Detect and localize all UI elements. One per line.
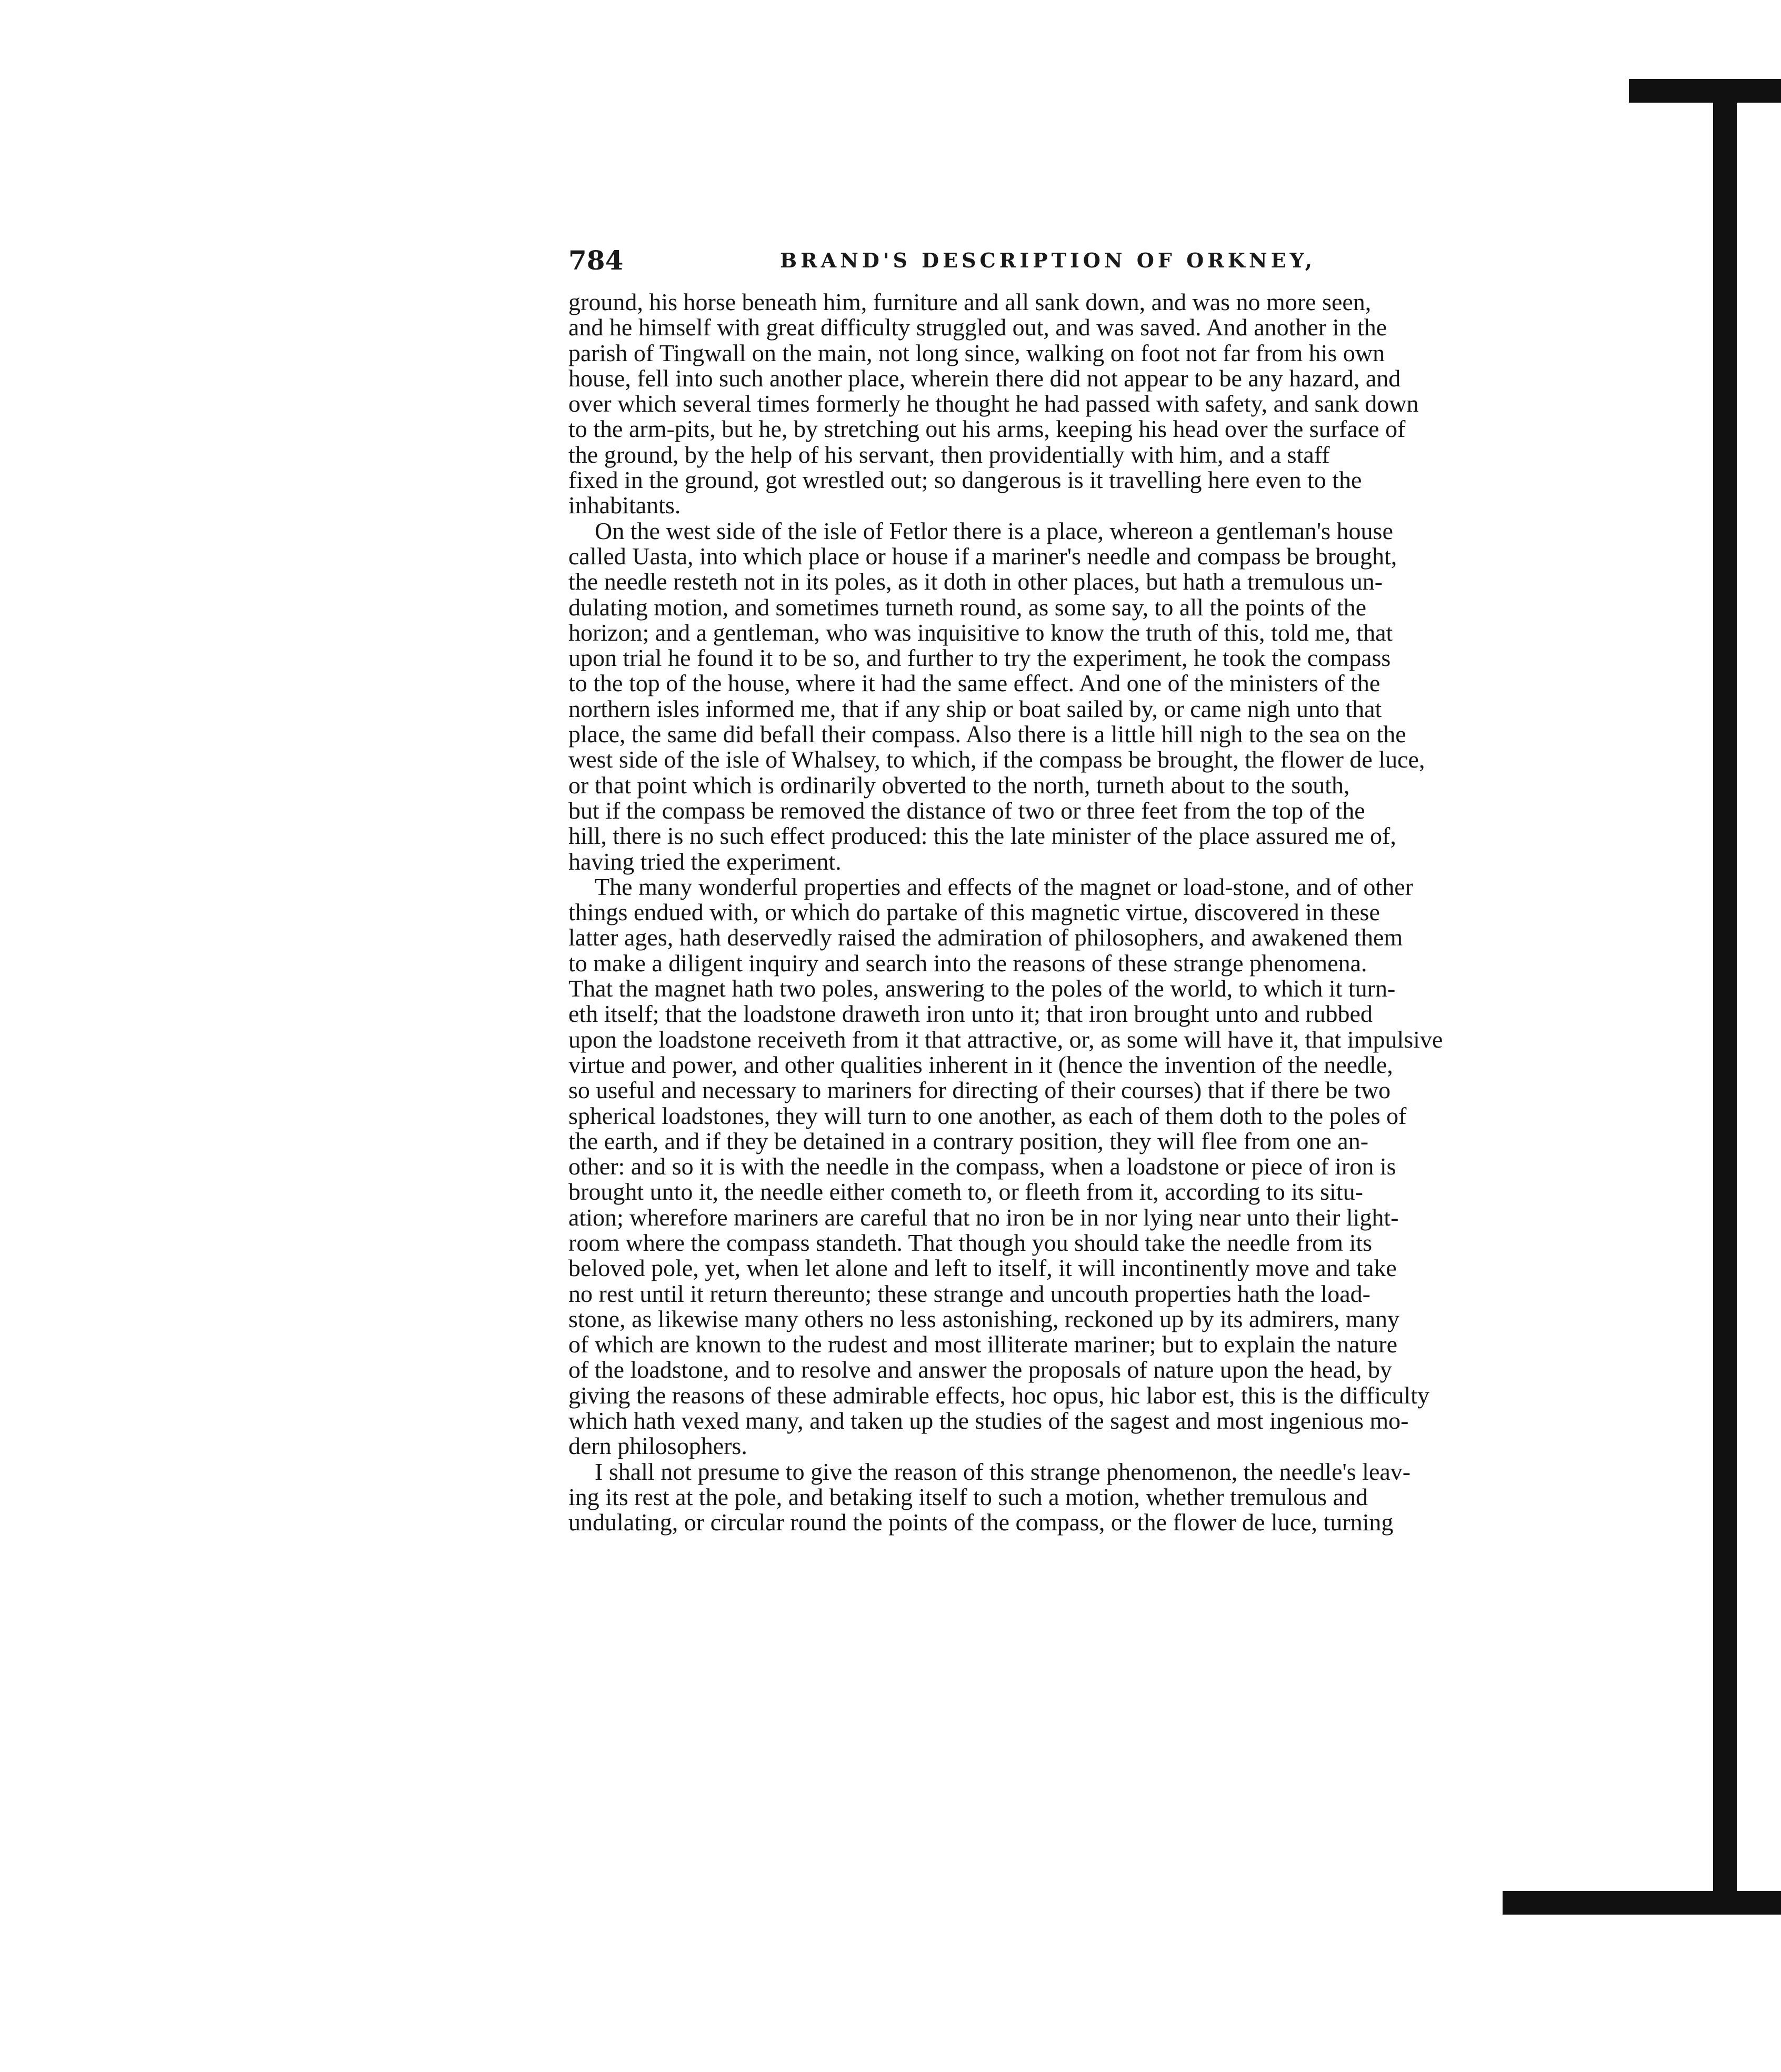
text-line: brought unto it, the needle either cometh to, or fleeth from it, according to its situ- — [568, 1178, 1363, 1206]
text-line: beloved pole, yet, when let alone and left to itself, it will incontinently move and take — [568, 1254, 1397, 1282]
text-line: virtue and power, and other qualities inherent in it (hence the invention of the needle, — [568, 1051, 1393, 1078]
binding-edge-bottom — [1503, 1891, 1781, 1915]
text-line: fixed in the ground, got wrestled out; so dangerous is it travelling here even to the — [568, 466, 1362, 494]
text-line: undulating, or circular round the points of the compass, or the flower de luce, turning — [568, 1509, 1394, 1536]
text-line: dulating motion, and sometimes turneth round, as some say, to all the points of the — [568, 593, 1367, 621]
text-line: giving the reasons of these admirable effects, hoc opus, hic labor est, this is the difficulty — [568, 1381, 1430, 1409]
text-line: the earth, and if they be detained in a contrary position, they will flee from one an- — [568, 1127, 1369, 1154]
text-line: room where the compass standeth. That though you should take the needle from its — [568, 1229, 1373, 1256]
running-title: BRAND'S DESCRIPTION OF ORKNEY, — [779, 248, 1316, 272]
text-line: upon the loadstone receiveth from it that attractive, or, as some will have it, that impulsive — [568, 1025, 1443, 1053]
text-line: hill, there is no such effect produced: this the late minister of the place assured me of, — [568, 822, 1396, 850]
text-line: to make a diligent inquiry and search into the reasons of these strange phenomena. — [568, 949, 1367, 977]
text-line: so useful and necessary to mariners for directing of their courses) that if there be two — [568, 1077, 1391, 1104]
text-line: northern isles informed me, that if any ship or boat sailed by, or came nigh unto that — [568, 695, 1382, 722]
text-line: or that point which is ordinarily obverted to the north, turneth about to the south, — [568, 771, 1350, 799]
binding-edge-side — [1713, 79, 1737, 1911]
text-line: called Uasta, into which place or house if a mariner's needle and compass be brought, — [568, 542, 1397, 570]
text-line: ground, his horse beneath him, furniture and all sank down, and was no more seen, — [568, 288, 1372, 315]
text-line: inhabitants. — [568, 492, 681, 519]
text-line: ation; wherefore mariners are careful that no iron be in nor lying near unto their light- — [568, 1203, 1399, 1231]
text-line: horizon; and a gentleman, who was inquisitive to know the truth of this, told me, that — [568, 619, 1393, 646]
text-line: parish of Tingwall on the main, not long since, walking on foot not far from his own — [568, 339, 1385, 366]
text-line: over which several times formerly he thought he had passed with safety, and sank down — [568, 390, 1419, 417]
text-line: to the arm-pits, but he, by stretching out his arms, keeping his head over the surface of — [568, 415, 1406, 443]
page-number: 784 — [568, 245, 624, 276]
text-line: other: and so it is with the needle in the compass, when a loadstone or piece of iron is — [568, 1153, 1396, 1180]
text-line: of the loadstone, and to resolve and answer the proposals of nature upon the head, by — [568, 1356, 1392, 1383]
text-line: upon trial he found it to be so, and further to try the experiment, he took the compass — [568, 644, 1391, 672]
text-line: That the magnet hath two poles, answering to the poles of the world, to which it turn- — [568, 975, 1396, 1002]
running-head — [568, 242, 1316, 279]
text-line: I shall not presume to give the reason of this strange phenomenon, the needle's leav- — [595, 1458, 1411, 1485]
body-text — [568, 288, 1443, 1536]
text-line: On the west side of the isle of Fetlor there is a place, whereon a gentleman's house — [595, 517, 1393, 544]
text-line: dern philosophers. — [568, 1432, 747, 1460]
text-line: no rest until it return thereunto; these strange and uncouth properties hath the load- — [568, 1280, 1370, 1307]
text-line: west side of the isle of Whalsey, to which, if the compass be brought, the flower de luce, — [568, 746, 1425, 773]
text-line: house, fell into such another place, wherein there did not appear to be any hazard, and — [568, 364, 1401, 392]
binding-edge-top — [1629, 79, 1781, 103]
text-line: things endued with, or which do partake of this magnetic virtue, discovered in these — [568, 899, 1380, 926]
text-line: spherical loadstones, they will turn to one another, as each of them doth to the poles of — [568, 1102, 1407, 1129]
text-line: The many wonderful properties and effects of the magnet or load-stone, and of other — [595, 873, 1413, 900]
text-line: and he himself with great difficulty struggled out, and was saved. And another in the — [568, 314, 1387, 341]
text-line: ing its rest at the pole, and betaking itself to such a motion, whether tremulous and — [568, 1483, 1368, 1510]
text-line: having tried the experiment. — [568, 848, 842, 875]
text-line: latter ages, hath deservedly raised the admiration of philosophers, and awakened them — [568, 924, 1403, 951]
text-line: eth itself; that the loadstone draweth iron unto it; that iron brought unto and rubbed — [568, 1000, 1373, 1028]
text-line: stone, as likewise many others no less astonishing, reckoned up by its admirers, many — [568, 1305, 1400, 1332]
text-line: the ground, by the help of his servant, then providentially with him, and a staff — [568, 441, 1330, 468]
text-line: the needle resteth not in its poles, as it doth in other places, but hath a tremulous un- — [568, 568, 1383, 595]
text-line: which hath vexed many, and taken up the studies of the sagest and most ingenious mo- — [568, 1407, 1409, 1435]
text-line: but if the compass be removed the distance of two or three feet from the top of the — [568, 796, 1365, 824]
text-line: of which are known to the rudest and most illiterate mariner; but to explain the nature — [568, 1331, 1398, 1358]
text-line: place, the same did befall their compass. Also there is a little hill nigh to the sea on the — [568, 721, 1406, 748]
text-line: to the top of the house, where it had the same effect. And one of the ministers of the — [568, 670, 1380, 697]
